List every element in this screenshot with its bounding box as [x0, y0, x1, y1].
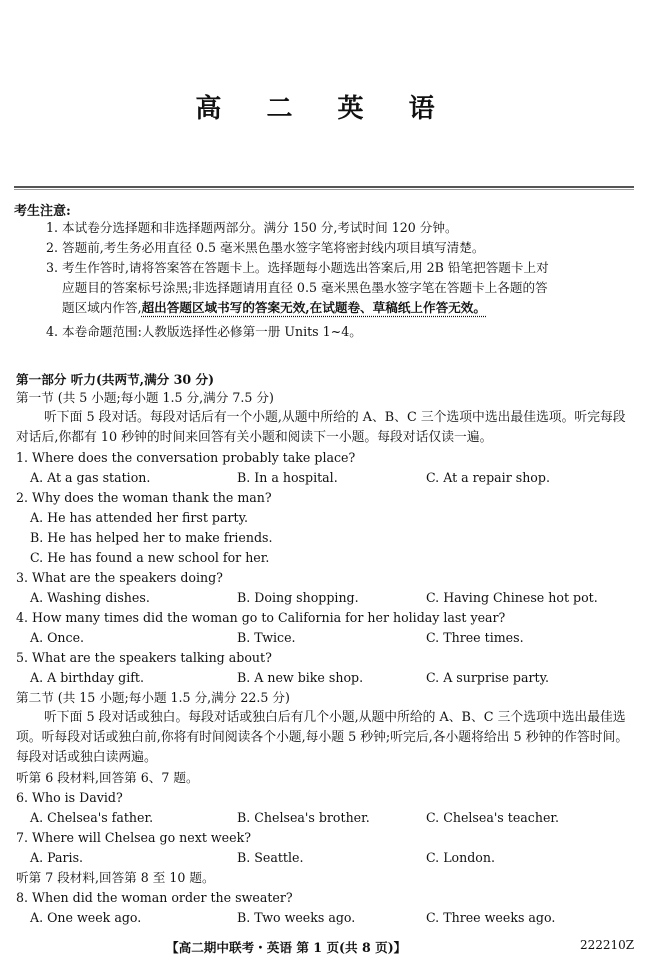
- page-title: 高 二 英 语: [195, 94, 453, 124]
- option-a: A. Once.: [30, 630, 85, 645]
- option-b: B. Chelsea's brother.: [237, 810, 370, 825]
- section1-heading: 第一节 (共 5 小题;每小题 1.5 分,满分 7.5 分): [16, 390, 274, 405]
- option-c: C. London.: [426, 850, 496, 865]
- notice-item: 2. 答题前,考生务必用直径 0.5 毫米黑色墨水签字笔将密封线内项目填写清楚。: [46, 240, 485, 255]
- option-a: A. Chelsea's father.: [30, 810, 154, 825]
- option-c: C. He has found a new school for her.: [30, 550, 270, 565]
- option-a: A. Washing dishes.: [30, 590, 150, 605]
- option-c: C. Having Chinese hot pot.: [426, 590, 598, 605]
- question-stem: 7. Where will Chelsea go next week?: [16, 830, 251, 845]
- question-stem: 4. How many times did the woman go to California for her holiday last year?: [16, 610, 506, 625]
- option-b: B. Twice.: [237, 630, 296, 645]
- option-c: C. Three weeks ago.: [426, 910, 556, 925]
- question-stem: 8. When did the woman order the sweater?: [16, 890, 293, 905]
- material-heading: 听第 7 段材料,回答第 8 至 10 题。: [16, 870, 215, 885]
- option-c: C. Three times.: [426, 630, 524, 645]
- option-c: C. At a repair shop.: [426, 470, 550, 485]
- option-b: B. A new bike shop.: [237, 670, 364, 685]
- part1-heading: 第一部分 听力(共两节,满分 30 分): [16, 372, 215, 387]
- notice-item: 3. 考生作答时,请将答案答在答题卡上。选择题每小题选出答案后,用 2B 铅笔把答题卡上对: [46, 260, 549, 275]
- option-b: B. Two weeks ago.: [237, 910, 356, 925]
- option-a: A. At a gas station.: [30, 470, 151, 485]
- question-stem: 6. Who is David?: [16, 790, 123, 805]
- option-b: B. Doing shopping.: [237, 590, 359, 605]
- section2-instructions: 听下面 5 段对话或独白。每段对话或独白后有几个小题,从题中所给的 A、B、C 三个选项中选出最佳选项。听每段对话或独白前,你将有时间阅读各个小题,每小题 5 秒钟;听完后,各小题将给出 5 秒钟的作答时间。每段对话或独白读两遍。: [16, 710, 629, 765]
- notice-item: 1. 本试卷分选择题和非选择题两部分。满分 150 分,考试时间 120 分钟。: [46, 220, 458, 235]
- option-b: B. In a hospital.: [237, 470, 338, 485]
- notice-emphasis: 超出答题区域书写的答案无效,在试题卷、草稿纸上作答无效。: [141, 300, 486, 315]
- notice-item-line: [62, 298, 486, 318]
- option-a: A. He has attended her first party.: [30, 510, 249, 525]
- option-a: A. Paris.: [30, 850, 84, 865]
- page-footer: 【高二期中联考・英语 第 1 页(共 8 页)】: [166, 940, 407, 955]
- question-stem: 1. Where does the conversation probably take place?: [16, 450, 356, 465]
- option-a: A. One week ago.: [30, 910, 142, 925]
- option-b: B. He has helped her to make friends.: [30, 530, 273, 545]
- question-stem: 5. What are the speakers talking about?: [16, 650, 272, 665]
- paper-code: 222210Z: [580, 938, 635, 952]
- header-rule: [14, 186, 634, 190]
- question-stem: 3. What are the speakers doing?: [16, 570, 223, 585]
- section1-instructions: 听下面 5 段对话。每段对话后有一个小题,从题中所给的 A、B、C 三个选项中选出最佳选项。听完每段对话后,你都有 10 秒钟的时间来回答有关小题和阅读下一小题。每段对话仅读一遍。: [16, 410, 626, 445]
- notice-heading: 考生注意:: [14, 204, 71, 219]
- notice-item: 应题目的答案标号涂黑;非选择题请用直径 0.5 毫米黑色墨水签字笔在答题卡上各题的答: [62, 280, 548, 295]
- question-stem: 2. Why does the woman thank the man?: [16, 490, 272, 505]
- option-c: C. Chelsea's teacher.: [426, 810, 560, 825]
- option-a: A. A birthday gift.: [30, 670, 144, 685]
- notice-item: 题区域内作答,: [62, 300, 142, 315]
- option-b: B. Seattle.: [237, 850, 304, 865]
- section2-heading: 第二节 (共 15 小题;每小题 1.5 分,满分 22.5 分): [16, 690, 290, 705]
- material-heading: 听第 6 段材料,回答第 6、7 题。: [16, 770, 199, 785]
- option-c: C. A surprise party.: [426, 670, 550, 685]
- notice-item: 4. 本卷命题范围:人教版选择性必修第一册 Units 1~4。: [46, 324, 362, 339]
